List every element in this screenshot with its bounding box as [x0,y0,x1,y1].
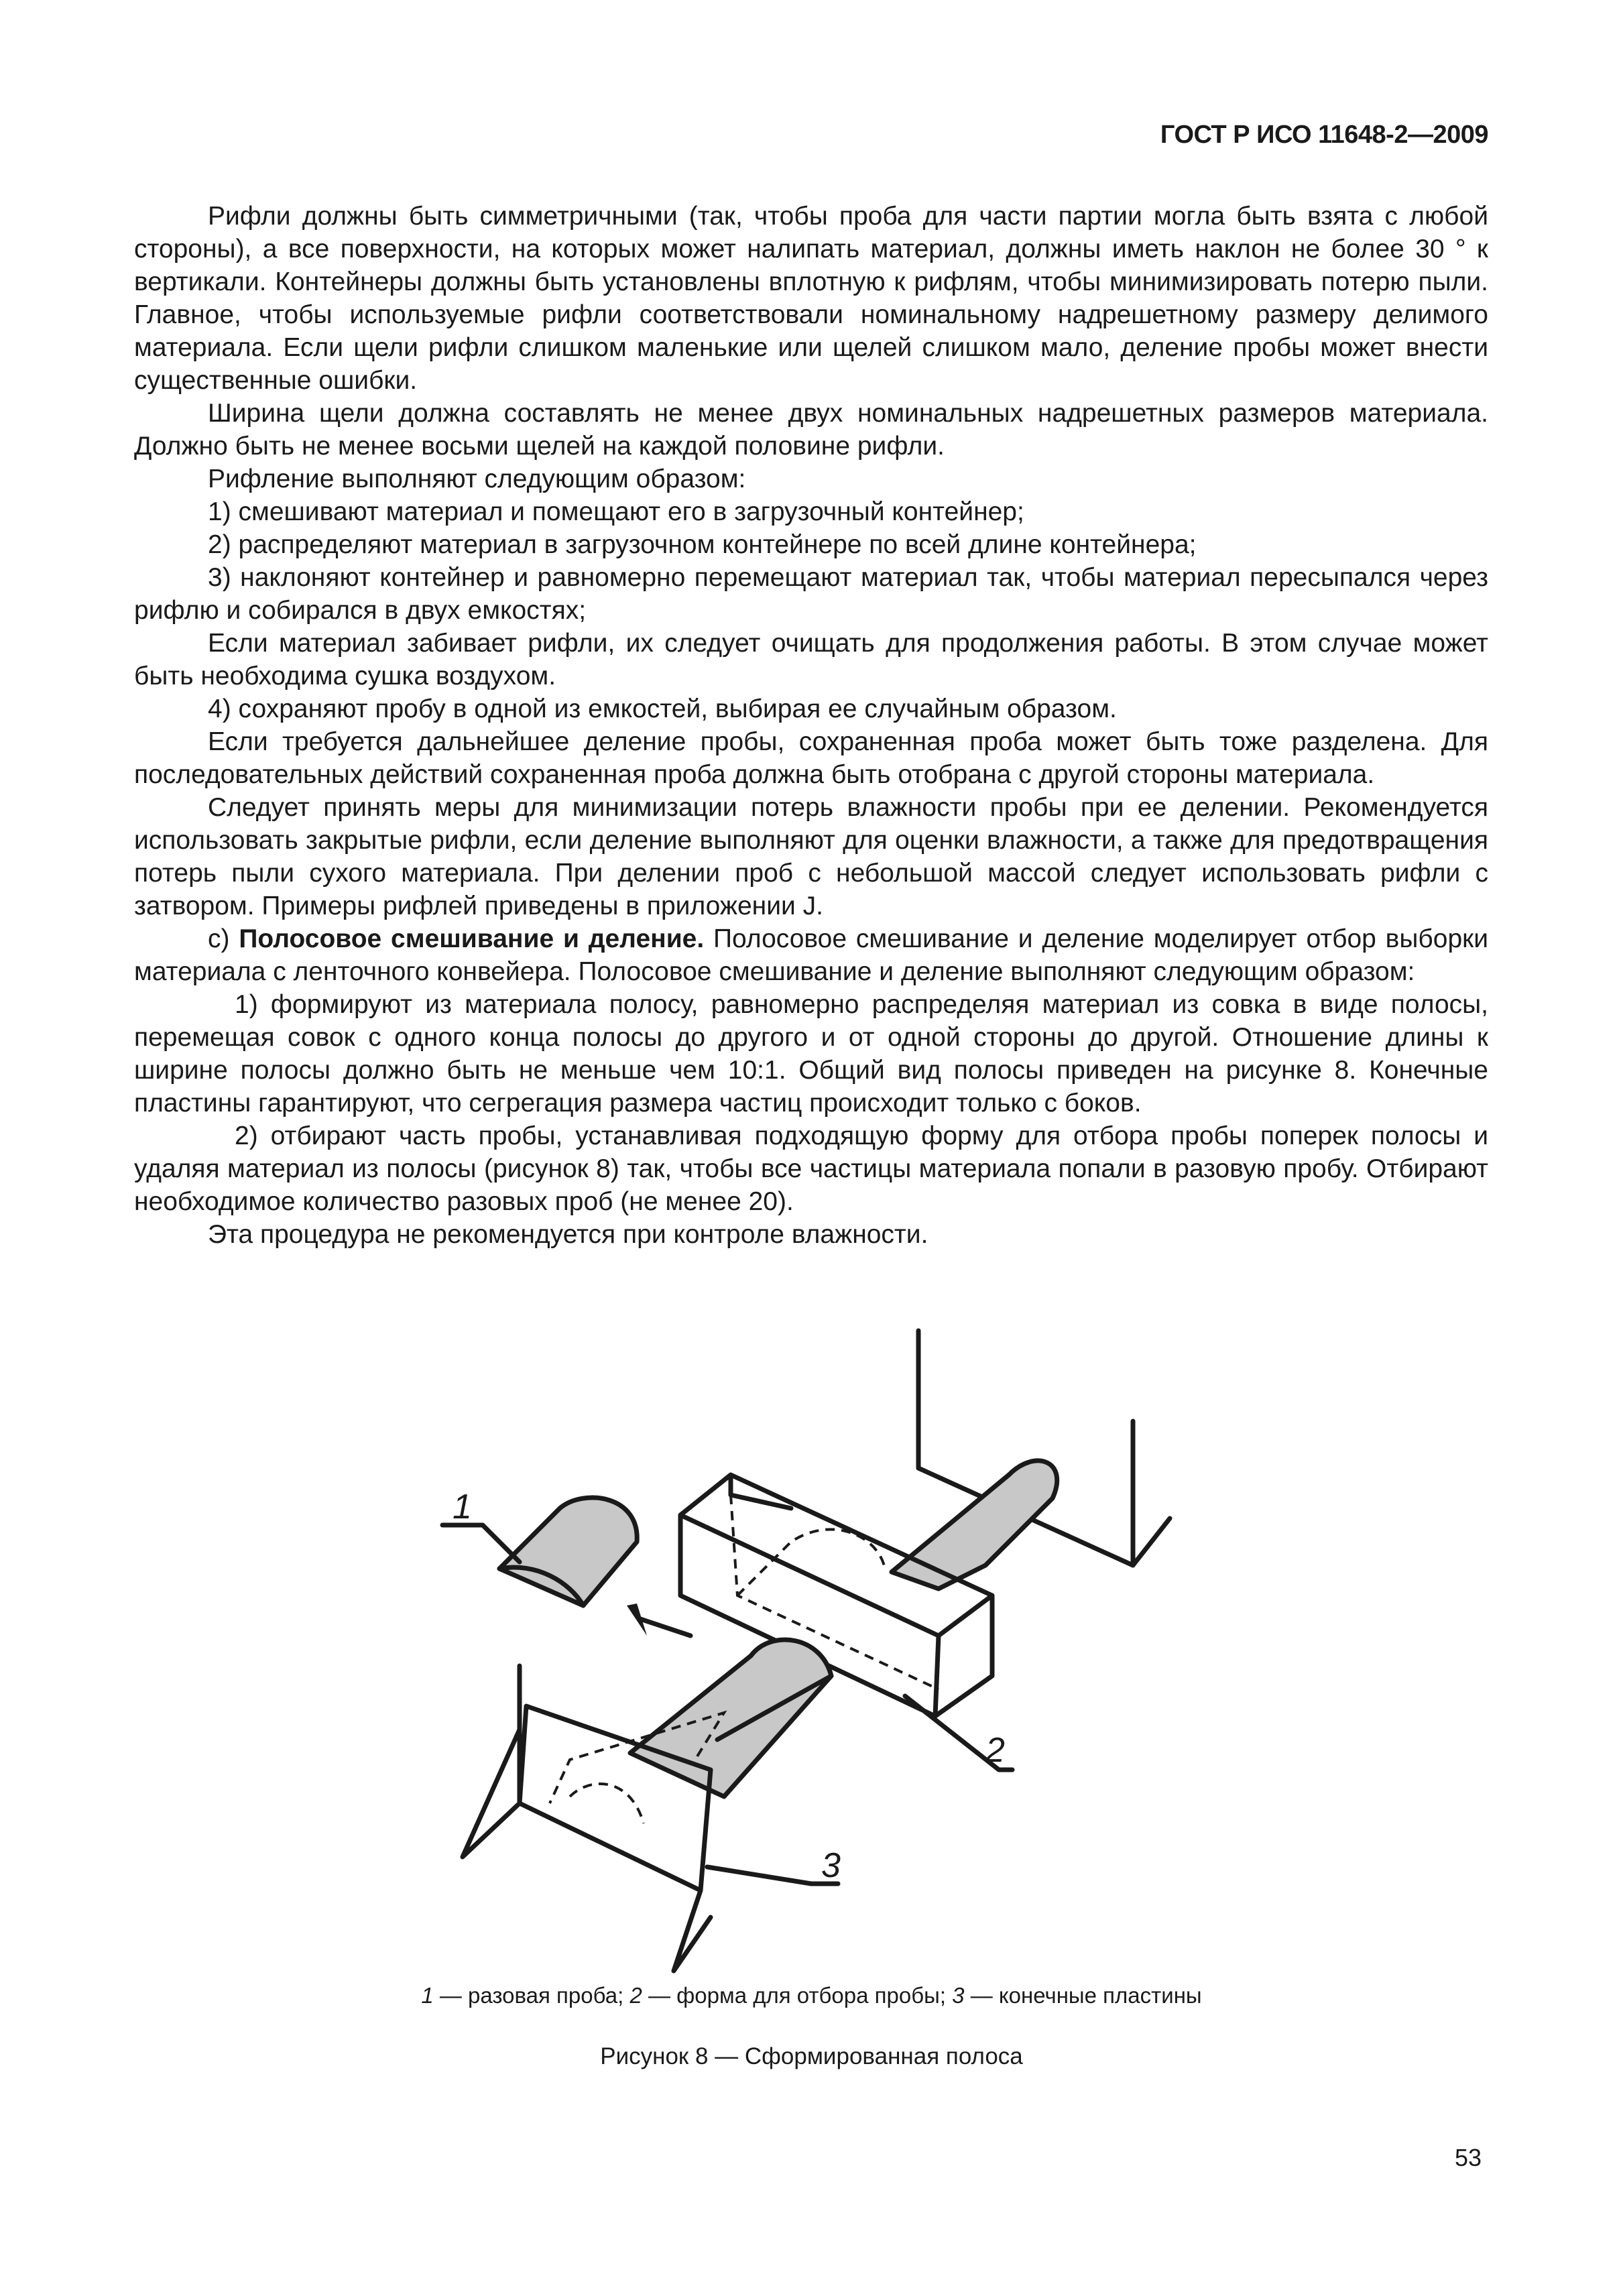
legend-text: — форма для отбора пробы; [642,1983,953,2008]
strip-lower [630,1640,831,1797]
strip-upper [892,1461,1057,1589]
paragraph: 3) наклоняют контейнер и равномерно перемещают материал так, чтобы материал пересыпался через рифлю и собирался в двух емкостях; [134,563,1488,625]
page-number: 53 [1454,2144,1482,2171]
final-paragraph: Эта процедура не рекомендуется при контроле влажности. [208,1220,928,1249]
step-1-paragraph: 1) формируют из материала полосу, равномерно распределяя материал из совка в виде полосы, перемещая совок с одного конца полосы до другого и от одной стороны до другой. Отношение длины к ширине полосы должно быть не меньше чем 10:1. Общий вид полосы приведен на рисунке 8. Конечные пластины гарантируют, что сегрегация размера частиц происходит только с боков. [134,990,1488,1117]
paragraph: Следует принять меры для минимизации потерь влажности пробы при ее делении. Рекомендуется использовать закрытые рифли, если деление выполняют для оценки влажности, а также для предотвращения потерь пыли сухого материала. При делении проб с небольшой массой следует использовать рифли с затвором. Примеры рифлей приведены в приложении J. [134,793,1488,920]
document-header: ГОСТ Р ИСО 11648-2—2009 [1160,121,1488,149]
paragraph: Если материал забивает рифли, их следует очищать для продолжения работы. В этом случае может быть необходима сушка воздухом. [134,629,1488,690]
paragraph: 4) сохраняют пробу в одной из емкостей, выбирая ее случайным образом. [208,694,1117,723]
item-c-text: Полосовое смешивание и деление моделирует отбор выборки материала с ленточного конвейера. Полосовое смешивание и деление выполняют следующим образом: [134,924,1489,986]
step-2-paragraph: 2) отбирают часть пробы, устанавливая подходящую форму для отбора пробы поперек полосы и удаляя материал из полосы (рисунок 8) так, чтобы все частицы материала попали в разовую пробу. Отбирают необходимое количество разовых проб (не менее 20). [134,1122,1488,1216]
legend-number: 3 [952,1983,965,2008]
legend-text: — разовая проба; [433,1983,630,2008]
legend-number: 1 [421,1983,434,2008]
label-sampling-frame: 2 [985,1731,1005,1770]
paragraph: Если требуется дальнейшее деление пробы, сохраненная проба может быть тоже разделена. Для последовательных действий сохраненная проба должна быть отобрана с другой стороны материала. [134,727,1488,789]
paragraph: 2) распределяют материал в загрузочном контейнере по всей длине контейнера; [208,530,1197,559]
label-increment: 1 [453,1488,472,1526]
body-text [134,200,1488,1251]
paragraph: Рифли должны быть симметричными (так, чтобы проба для части партии могла быть взята с любой стороны), а все поверхности, на которых может налипать материал, должны иметь наклон не более 30 ° к вертикали. Контейнеры должны быть установлены вплотную к рифлям, чтобы минимизировать потерю пыли. Главное, чтобы используемые рифли соответствовали номинальному надрешетному размеру делимого материала. Если щели рифли слишком маленькие или щелей слишком мало, деление пробы может внести существенные ошибки. [134,202,1488,395]
figure-legend [0,1983,1623,2008]
paragraph: Ширина щели должна составлять не менее двух номинальных надрешетных размеров материала. Должно быть не менее восьми щелей на каждой половине рифли. [134,399,1488,461]
figure-caption: Рисунок 8 — Сформированная полоса [600,2043,1023,2069]
legend-text: — конечные пластины [964,1983,1202,2008]
figure-8-drawing [0,1307,1623,1978]
label-end-plates: 3 [821,1846,841,1885]
paragraph: 1) смешивают материал и помещают его в загрузочный контейнер; [208,497,1024,526]
item-c-prefix: с) [208,924,239,953]
paragraph: Рифление выполняют следующим образом: [208,465,746,493]
legend-number: 2 [629,1983,642,2008]
item-c-heading: Полосовое смешивание и деление. [239,924,705,953]
lower-end-plate [463,1666,711,1971]
item-c-paragraph [134,922,1488,988]
